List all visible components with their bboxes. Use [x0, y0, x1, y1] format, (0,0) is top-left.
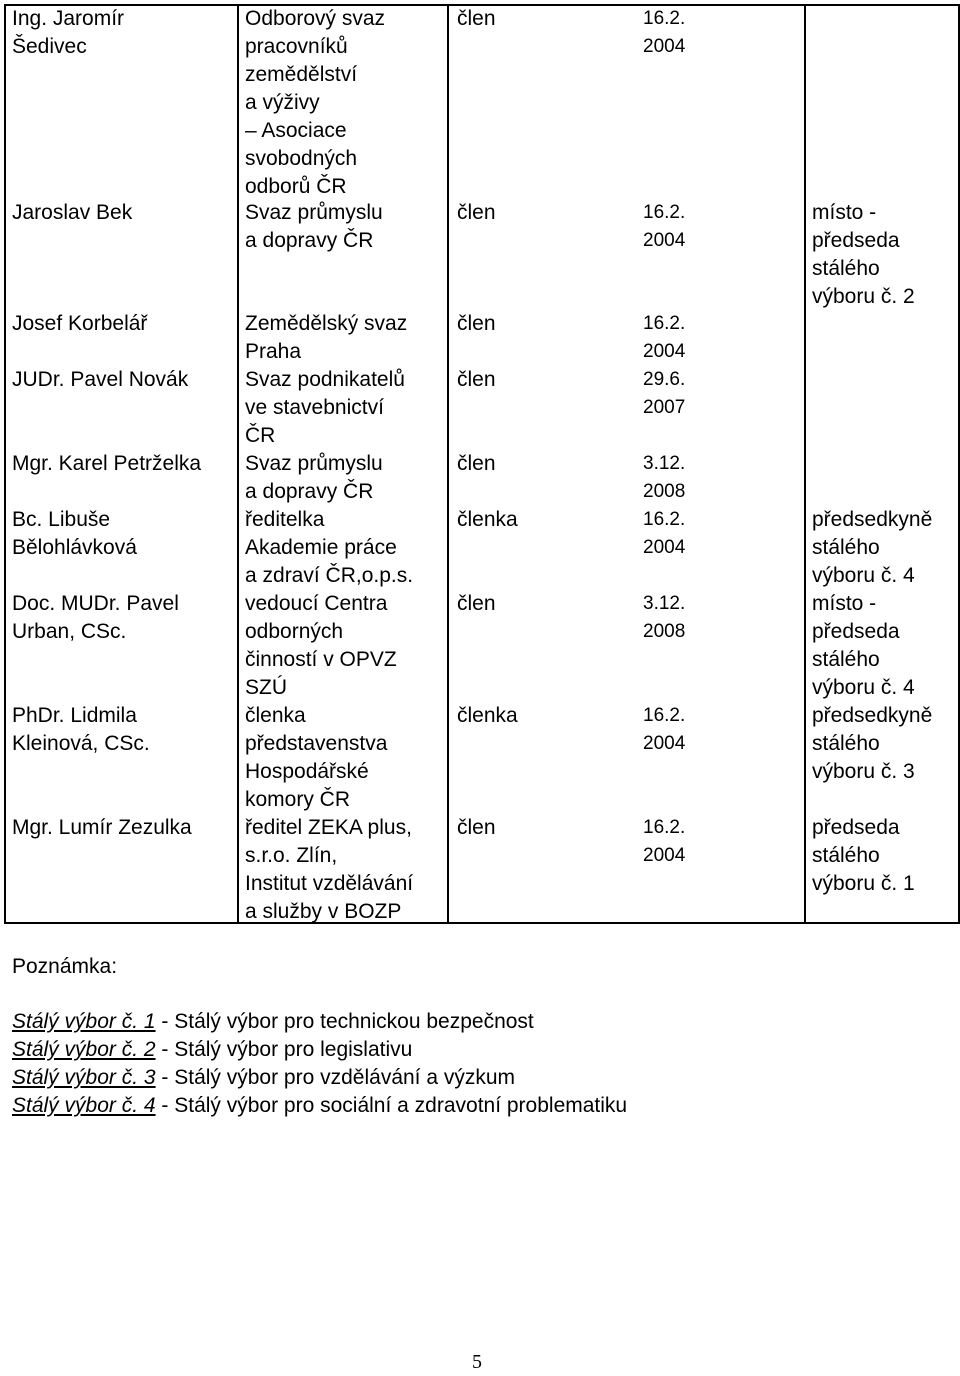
note-committee-text: - Stálý výbor pro technickou bezpečnost	[155, 1010, 534, 1033]
member-role: členka	[457, 704, 518, 727]
member-role: člen	[457, 816, 496, 839]
member-date: 16.2. 2004	[643, 8, 686, 57]
member-name: Jaroslav Bek	[12, 201, 133, 224]
member-name: Ing. Jaromír Šedivec	[12, 7, 125, 58]
table-border-left	[4, 4, 6, 924]
member-function: předseda stálého výboru č. 1	[812, 816, 915, 895]
member-function: předsedkyně stálého výboru č. 3	[812, 704, 933, 783]
member-date: 16.2. 2004	[643, 817, 686, 866]
member-function: předsedkyně stálého výboru č. 4	[812, 508, 933, 587]
note-committee-text: - Stálý výbor pro vzdělávání a výzkum	[155, 1066, 516, 1089]
member-name: Mgr. Karel Petrželka	[12, 452, 202, 475]
column-divider-role	[447, 4, 449, 924]
note-committee-link[interactable]: Stálý výbor č. 1	[12, 1010, 156, 1033]
member-role: člen	[457, 368, 496, 391]
note-item	[12, 1092, 627, 1120]
member-organization: Svaz průmyslu a dopravy ČR	[245, 452, 383, 503]
member-role: člen	[457, 452, 496, 475]
note-item	[12, 1008, 534, 1036]
member-organization: ředitelka Akademie práce a zdraví ČR,o.p.s.	[245, 508, 414, 587]
member-date: 16.2. 2004	[643, 705, 686, 754]
member-organization: Zemědělský svaz Praha	[245, 312, 408, 363]
member-name: JUDr. Pavel Novák	[12, 368, 189, 391]
note-committee-link[interactable]: Stálý výbor č. 3	[12, 1066, 156, 1089]
member-date: 16.2. 2004	[643, 313, 686, 362]
member-role: člen	[457, 592, 496, 615]
member-date: 16.2. 2004	[643, 202, 686, 251]
table-border-bottom	[4, 922, 960, 924]
member-role: členka	[457, 508, 518, 531]
column-divider-function	[804, 4, 806, 924]
member-name: Josef Korbelář	[12, 312, 148, 335]
note-committee-text: - Stálý výbor pro legislativu	[155, 1038, 413, 1061]
member-organization: Svaz průmyslu a dopravy ČR	[245, 201, 383, 252]
member-role: člen	[457, 7, 496, 30]
member-date: 3.12. 2008	[643, 593, 686, 642]
member-organization: vedoucí Centra odborných činností v OPVZ SZÚ	[245, 592, 397, 699]
member-function: místo - předseda stálého výboru č. 4	[812, 592, 915, 699]
member-function: místo - předseda stálého výboru č. 2	[812, 201, 915, 308]
member-role: člen	[457, 312, 496, 335]
note-committee-link[interactable]: Stálý výbor č. 4	[12, 1094, 156, 1117]
member-date: 16.2. 2004	[643, 509, 686, 558]
member-organization: Svaz podnikatelů ve stavebnictví ČR	[245, 368, 405, 447]
member-organization: členka představenstva Hospodářské komory ČR	[245, 704, 388, 811]
note-committee-link[interactable]: Stálý výbor č. 2	[12, 1038, 156, 1061]
member-organization: Odborový svaz pracovníků zemědělství a výživy – Asociace svobodných odborů ČR	[245, 7, 386, 198]
member-date: 29.6. 2007	[643, 369, 686, 418]
member-date: 3.12. 2008	[643, 453, 686, 502]
member-name: PhDr. Lidmila Kleinová, CSc.	[12, 704, 150, 755]
note-item	[12, 1036, 412, 1064]
column-divider-org	[237, 4, 239, 924]
note-item	[12, 1064, 515, 1092]
member-organization: ředitel ZEKA plus, s.r.o. Zlín, Institut vzdělávání a služby v BOZP	[245, 816, 414, 923]
member-name: Mgr. Lumír Zezulka	[12, 816, 192, 839]
member-name: Bc. Libuše Bělohlávková	[12, 508, 137, 559]
notes-heading: Poznámka:	[12, 955, 118, 978]
page-number: 5	[472, 1351, 482, 1373]
note-committee-text: - Stálý výbor pro sociální a zdravotní problematiku	[155, 1094, 628, 1117]
member-role: člen	[457, 201, 496, 224]
member-name: Doc. MUDr. Pavel Urban, CSc.	[12, 592, 179, 643]
